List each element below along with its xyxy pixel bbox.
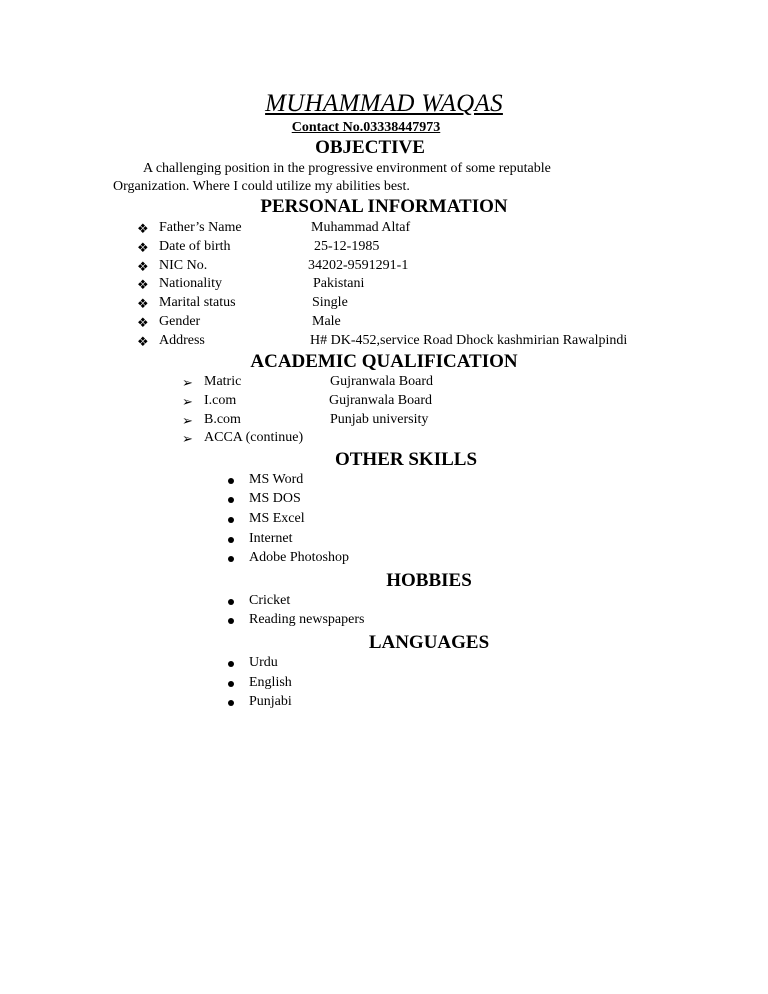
list-item: Internet <box>249 531 293 546</box>
personal-value: Muhammad Altaf <box>311 220 411 235</box>
personal-value: 25-12-1985 <box>314 239 380 254</box>
bullet-dot-icon <box>228 517 234 523</box>
diamond-bullet-icon: ❖ <box>137 296 149 311</box>
arrow-bullet-icon: ➢ <box>182 394 193 409</box>
bullet-dot-icon <box>228 618 234 624</box>
bullet-dot-icon <box>228 681 234 687</box>
objective-line-1: A challenging position in the progressive environment of some reputable <box>143 161 551 176</box>
academic-label: Matric <box>204 374 242 389</box>
personal-label: Address <box>159 333 205 348</box>
list-item: Punjabi <box>249 694 292 709</box>
bullet-dot-icon <box>228 556 234 562</box>
academic-value: Gujranwala Board <box>329 393 433 408</box>
contact-number: Contact No.03338447973 <box>291 120 441 135</box>
list-item: Cricket <box>249 593 291 608</box>
bullet-dot-icon <box>228 700 234 706</box>
bullet-dot-icon <box>228 537 234 543</box>
personal-label: Gender <box>159 314 201 329</box>
skills-heading: OTHER SKILLS <box>334 449 478 470</box>
candidate-name: MUHAMMAD WAQAS <box>265 90 503 117</box>
diamond-bullet-icon: ❖ <box>137 240 149 255</box>
academic-value: Gujranwala Board <box>330 374 434 389</box>
personal-label: Father’s Name <box>159 220 242 235</box>
arrow-bullet-icon: ➢ <box>182 431 193 446</box>
list-item: English <box>249 675 292 690</box>
personal-value: H# DK-452,service Road Dhock kashmirian Rawalpindi <box>310 333 628 348</box>
personal-label: Marital status <box>159 295 236 310</box>
bullet-dot-icon <box>228 497 234 503</box>
academic-value: Punjab university <box>330 412 429 427</box>
list-item: Reading newspapers <box>249 612 365 627</box>
academic-label: B.com <box>204 412 241 427</box>
list-item: MS Word <box>249 472 304 487</box>
personal-value: Male <box>312 314 341 329</box>
arrow-bullet-icon: ➢ <box>182 375 193 390</box>
bullet-dot-icon <box>228 599 234 605</box>
personal-info-heading: PERSONAL INFORMATION <box>260 196 508 217</box>
hobbies-heading: HOBBIES <box>386 570 472 591</box>
bullet-dot-icon <box>228 478 234 484</box>
academic-heading: ACADEMIC QUALIFICATION <box>250 351 518 372</box>
personal-label: Date of birth <box>159 239 231 254</box>
list-item: MS DOS <box>249 491 301 506</box>
arrow-bullet-icon: ➢ <box>182 413 193 428</box>
languages-heading: LANGUAGES <box>368 632 490 653</box>
personal-value: Single <box>312 295 348 310</box>
personal-value: Pakistani <box>313 276 365 291</box>
academic-label: ACCA (continue) <box>204 430 304 445</box>
objective-heading: OBJECTIVE <box>315 137 425 158</box>
academic-label: I.com <box>204 393 237 408</box>
diamond-bullet-icon: ❖ <box>137 259 149 274</box>
list-item: MS Excel <box>249 511 305 526</box>
diamond-bullet-icon: ❖ <box>137 315 149 330</box>
diamond-bullet-icon: ❖ <box>137 221 149 236</box>
personal-label: NIC No. <box>159 258 208 273</box>
list-item: Urdu <box>249 655 278 670</box>
personal-label: Nationality <box>159 276 222 291</box>
diamond-bullet-icon: ❖ <box>137 334 149 349</box>
personal-value: 34202-9591291-1 <box>308 258 409 273</box>
list-item: Adobe Photoshop <box>249 550 349 565</box>
objective-line-2: Organization. Where I could utilize my abilities best. <box>113 179 410 194</box>
bullet-dot-icon <box>228 661 234 667</box>
diamond-bullet-icon: ❖ <box>137 277 149 292</box>
